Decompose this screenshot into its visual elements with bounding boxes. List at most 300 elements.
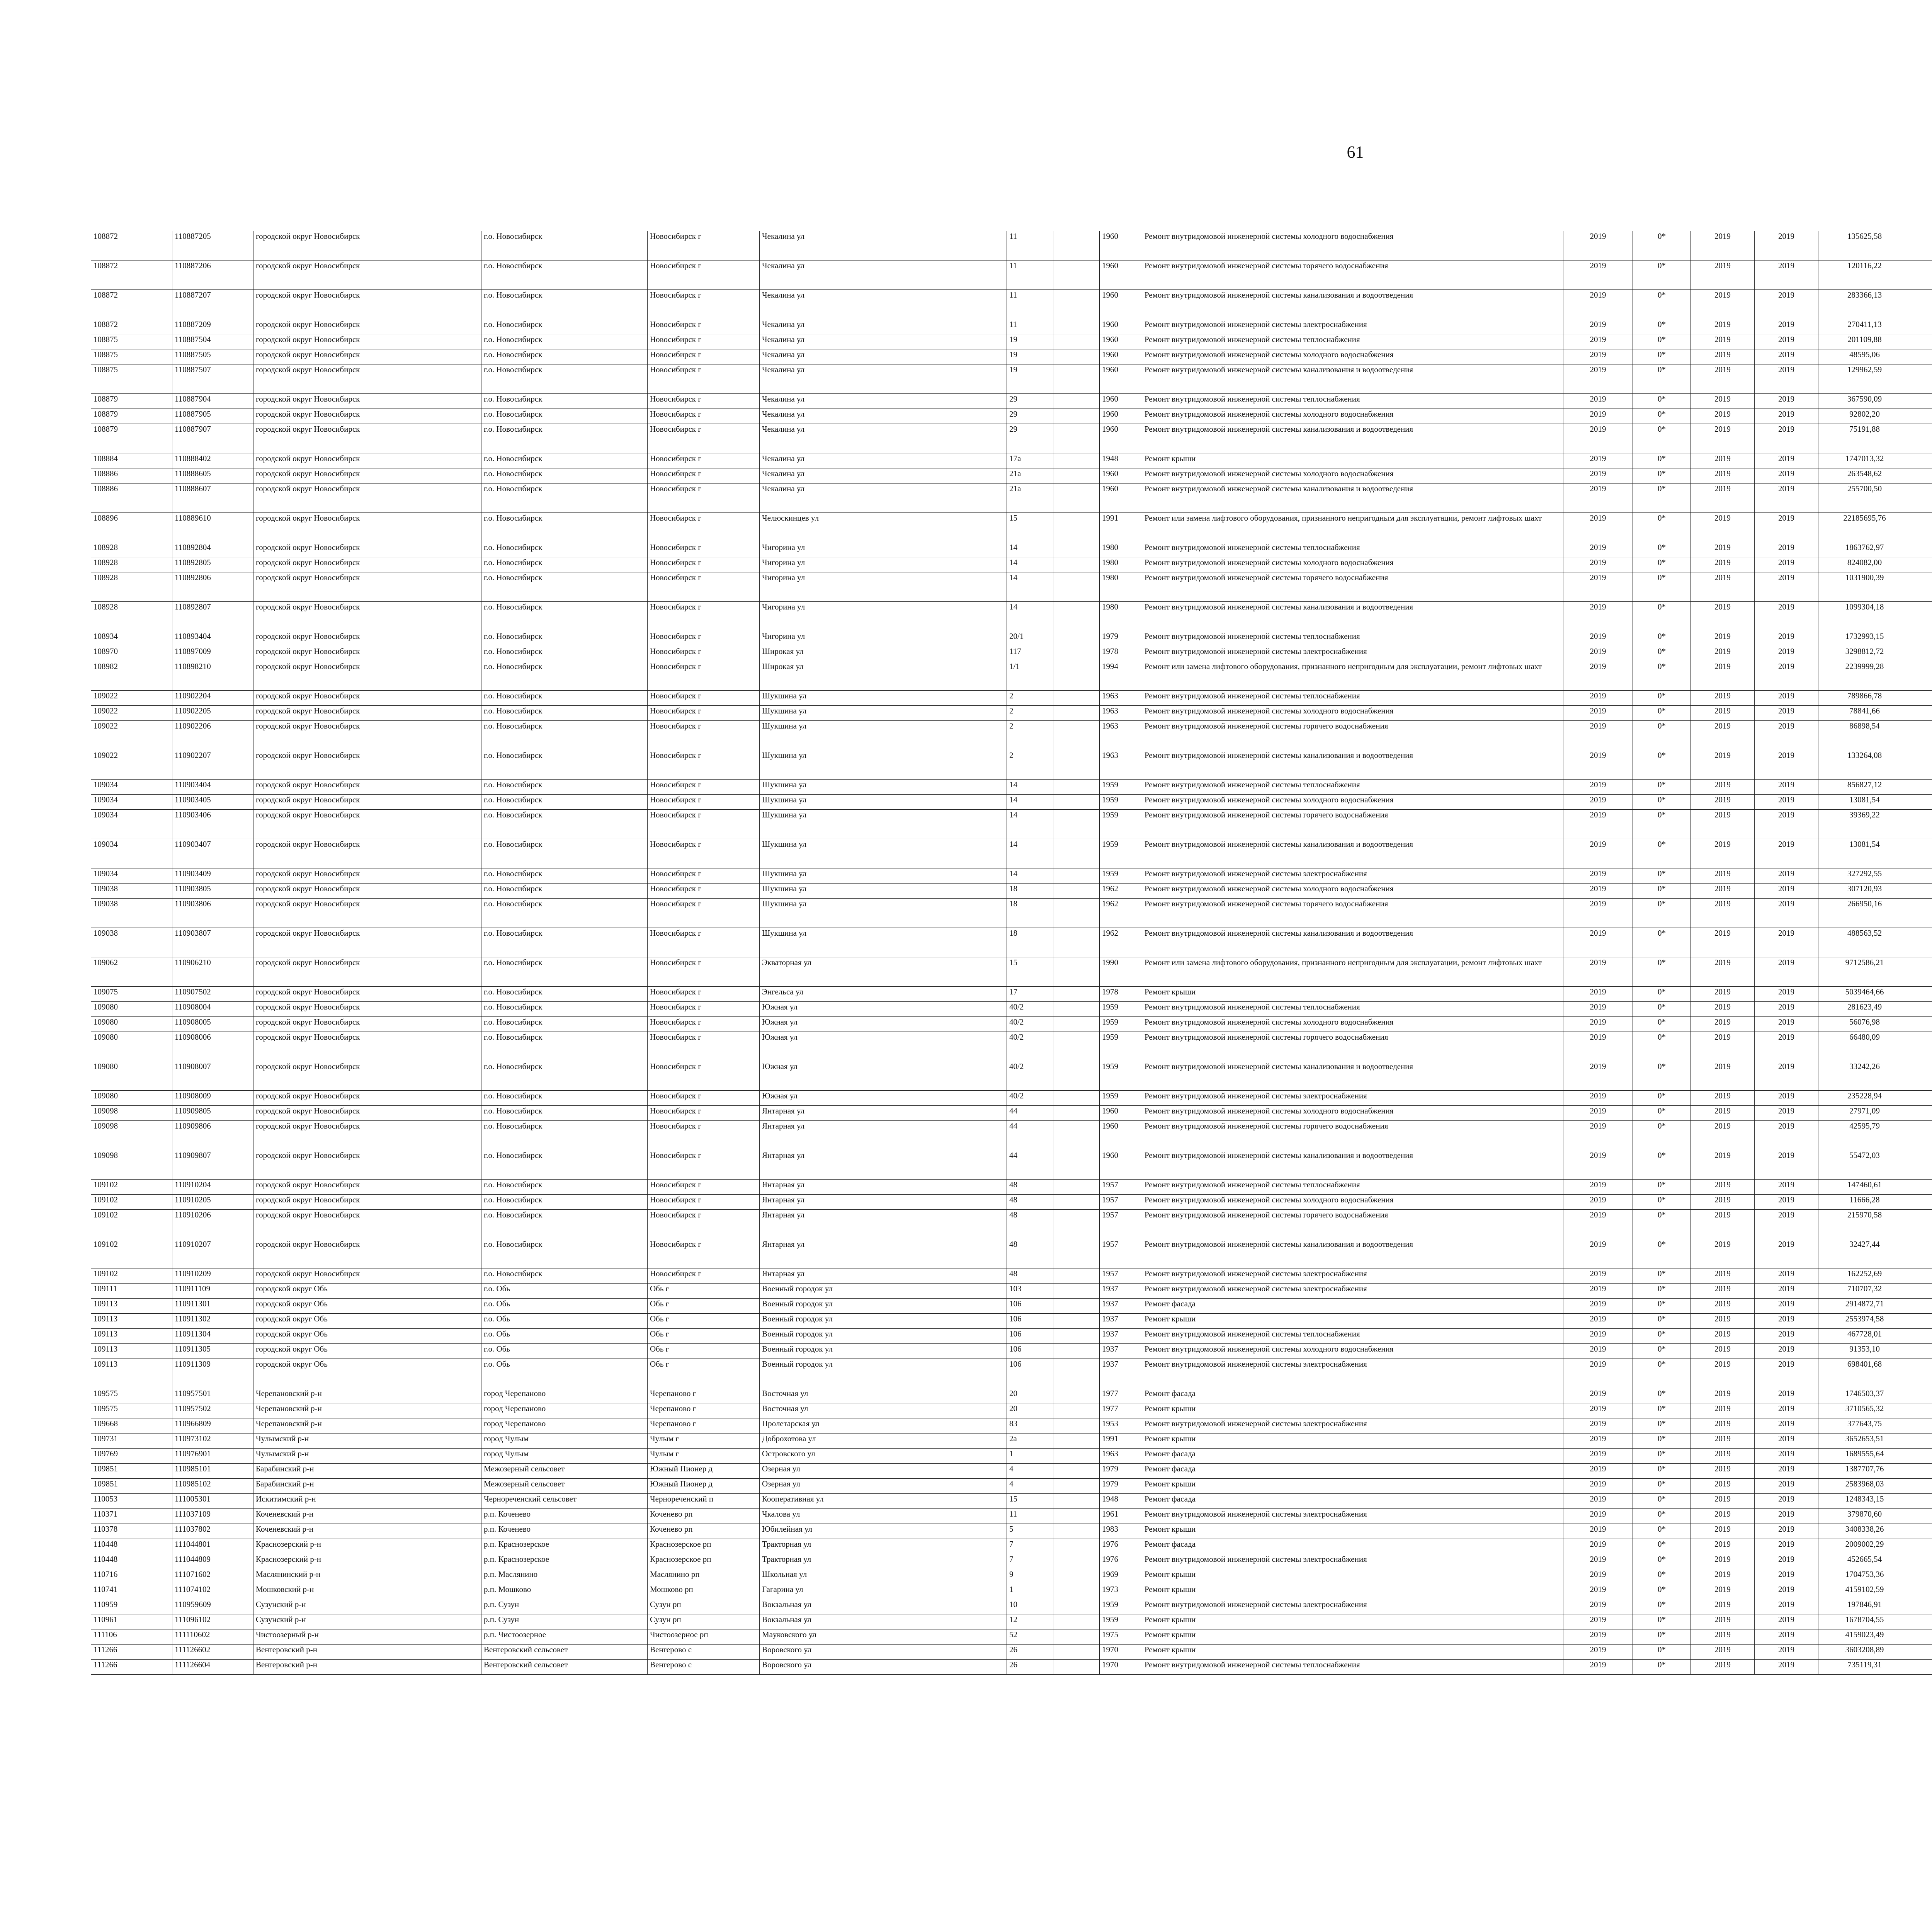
cell-year-built: 1963 bbox=[1100, 706, 1142, 721]
table-row bbox=[91, 1660, 1932, 1675]
cell-start-year: 2019 bbox=[1691, 1645, 1755, 1660]
cell-locality: Новосибирск г bbox=[648, 1121, 760, 1150]
cell-plan-year: 2019 bbox=[1563, 1403, 1633, 1418]
cell-settlement: р.п. Мошково bbox=[481, 1584, 648, 1599]
cell-settlement: Чернореченский сельсовет bbox=[481, 1494, 648, 1509]
cell-work-type: Ремонт внутридомовой инженерной системы горячего водоснабжения bbox=[1142, 721, 1563, 750]
cell-plan-year: 2019 bbox=[1563, 1554, 1633, 1569]
cell-end-year: 2019 bbox=[1755, 1629, 1818, 1645]
cell-start-year: 2019 bbox=[1691, 868, 1755, 884]
table-row bbox=[91, 260, 1932, 290]
cell-total-cost: 735119,31 bbox=[1818, 1660, 1911, 1675]
cell-work-type: Ремонт внутридомовой инженерной системы канализования и водоотведения bbox=[1142, 1150, 1563, 1180]
cell-work-type: Ремонт или замена лифтового оборудования, признанного непригодным для эксплуатации, ремонт лифтовых шахт bbox=[1142, 661, 1563, 691]
cell-municipal-district: городской округ Новосибирск bbox=[253, 780, 481, 795]
cell-locality: Новосибирск г bbox=[648, 319, 760, 334]
cell-total-cost: 197846,91 bbox=[1818, 1599, 1911, 1614]
cell-plan-year: 2019 bbox=[1563, 1329, 1633, 1344]
cell-completion-mark: 0* bbox=[1633, 987, 1691, 1002]
cell-building bbox=[1053, 1403, 1100, 1418]
cell-building bbox=[1053, 542, 1100, 557]
cell-plan-year: 2019 bbox=[1563, 1195, 1633, 1210]
cell-plan-year: 2019 bbox=[1563, 1017, 1633, 1032]
cell-house-id: 110741 bbox=[91, 1584, 172, 1599]
cell-completion-mark: 0* bbox=[1633, 1629, 1691, 1645]
cell-street: Чекалина ул bbox=[760, 231, 1007, 260]
cell-completion-mark: 0* bbox=[1633, 1314, 1691, 1329]
cell-start-year: 2019 bbox=[1691, 1314, 1755, 1329]
cell-year-built: 1948 bbox=[1100, 1494, 1142, 1509]
cell-end-year: 2019 bbox=[1755, 928, 1818, 957]
cell-start-year: 2019 bbox=[1691, 899, 1755, 928]
cell-end-year: 2019 bbox=[1755, 1614, 1818, 1629]
table-row bbox=[91, 1464, 1932, 1479]
cell-completion-mark: 0* bbox=[1633, 721, 1691, 750]
cell-end-year: 2019 bbox=[1755, 691, 1818, 706]
cell-completion-mark: 0* bbox=[1633, 810, 1691, 839]
cell-settlement: город Чулым bbox=[481, 1433, 648, 1449]
cell-settlement: Венгеровский сельсовет bbox=[481, 1660, 648, 1675]
cell-building bbox=[1053, 839, 1100, 868]
cell-plan-year: 2019 bbox=[1563, 868, 1633, 884]
cell-plan-year: 2019 bbox=[1563, 1479, 1633, 1494]
cell-total-cost: 1099304,18 bbox=[1818, 602, 1911, 631]
table-row bbox=[91, 1524, 1932, 1539]
cell-settlement: г.о. Новосибирск bbox=[481, 661, 648, 691]
cell-street: Вокзальная ул bbox=[760, 1614, 1007, 1629]
cell-year-built: 1959 bbox=[1100, 795, 1142, 810]
cell-municipal-district: Сузунский р-н bbox=[253, 1614, 481, 1629]
cell-municipal-district: городской округ Новосибирск bbox=[253, 884, 481, 899]
cell-house-id: 109098 bbox=[91, 1121, 172, 1150]
cell-house-number: 15 bbox=[1007, 513, 1053, 542]
cell-house-number: 14 bbox=[1007, 557, 1053, 572]
cell-total-cost: 1248343,15 bbox=[1818, 1494, 1911, 1509]
cell-building bbox=[1053, 364, 1100, 394]
cell-work-id: 110910207 bbox=[172, 1239, 253, 1268]
cell-year-built: 1990 bbox=[1100, 957, 1142, 987]
cell-owners-funds bbox=[1911, 1359, 1932, 1388]
cell-building bbox=[1053, 1268, 1100, 1284]
cell-owners-funds bbox=[1911, 1599, 1932, 1614]
cell-plan-year: 2019 bbox=[1563, 899, 1633, 928]
cell-year-built: 1959 bbox=[1100, 1599, 1142, 1614]
cell-start-year: 2019 bbox=[1691, 780, 1755, 795]
cell-total-cost: 281623,49 bbox=[1818, 1002, 1911, 1017]
cell-building bbox=[1053, 1299, 1100, 1314]
cell-settlement: г.о. Новосибирск bbox=[481, 868, 648, 884]
cell-street: Доброхотова ул bbox=[760, 1433, 1007, 1449]
cell-house-number: 11 bbox=[1007, 260, 1053, 290]
cell-municipal-district: городской округ Новосибирск bbox=[253, 987, 481, 1002]
cell-start-year: 2019 bbox=[1691, 557, 1755, 572]
cell-house-number: 48 bbox=[1007, 1180, 1053, 1195]
cell-work-type: Ремонт крыши bbox=[1142, 1479, 1563, 1494]
cell-work-type: Ремонт внутридомовой инженерной системы теплоснабжения bbox=[1142, 542, 1563, 557]
cell-street: Озерная ул bbox=[760, 1464, 1007, 1479]
cell-plan-year: 2019 bbox=[1563, 957, 1633, 987]
cell-house-number: 2 bbox=[1007, 750, 1053, 780]
cell-start-year: 2019 bbox=[1691, 1494, 1755, 1509]
cell-locality: Новосибирск г bbox=[648, 453, 760, 468]
table-body bbox=[91, 231, 1932, 1675]
table-row bbox=[91, 1314, 1932, 1329]
cell-street: Военный городок ул bbox=[760, 1344, 1007, 1359]
cell-work-id: 111044801 bbox=[172, 1539, 253, 1554]
cell-house-id: 109034 bbox=[91, 868, 172, 884]
cell-street: Южная ул bbox=[760, 1091, 1007, 1106]
cell-work-type: Ремонт или замена лифтового оборудования, признанного непригодным для эксплуатации, ремонт лифтовых шахт bbox=[1142, 957, 1563, 987]
cell-work-type: Ремонт внутридомовой инженерной системы электроснабжения bbox=[1142, 1509, 1563, 1524]
cell-total-cost: 135625,58 bbox=[1818, 231, 1911, 260]
cell-house-number: 40/2 bbox=[1007, 1091, 1053, 1106]
cell-house-id: 109034 bbox=[91, 780, 172, 795]
cell-street: Широкая ул bbox=[760, 661, 1007, 691]
cell-plan-year: 2019 bbox=[1563, 1284, 1633, 1299]
cell-locality: Чулым г bbox=[648, 1433, 760, 1449]
cell-year-built: 1962 bbox=[1100, 884, 1142, 899]
cell-street: Военный городок ул bbox=[760, 1329, 1007, 1344]
cell-start-year: 2019 bbox=[1691, 1195, 1755, 1210]
cell-street: Челюскинцев ул bbox=[760, 513, 1007, 542]
cell-work-id: 111037802 bbox=[172, 1524, 253, 1539]
cell-street: Воровского ул bbox=[760, 1645, 1007, 1660]
cell-owners-funds bbox=[1911, 1554, 1932, 1569]
cell-completion-mark: 0* bbox=[1633, 1403, 1691, 1418]
cell-work-type: Ремонт крыши bbox=[1142, 1403, 1563, 1418]
cell-house-number: 2 bbox=[1007, 706, 1053, 721]
cell-plan-year: 2019 bbox=[1563, 1150, 1633, 1180]
cell-house-id: 111106 bbox=[91, 1629, 172, 1645]
cell-municipal-district: городской округ Новосибирск bbox=[253, 899, 481, 928]
cell-house-number: 14 bbox=[1007, 572, 1053, 602]
cell-building bbox=[1053, 868, 1100, 884]
cell-municipal-district: городской округ Новосибирск bbox=[253, 1032, 481, 1061]
cell-owners-funds bbox=[1911, 1645, 1932, 1660]
cell-year-built: 1970 bbox=[1100, 1660, 1142, 1675]
cell-street: Широкая ул bbox=[760, 646, 1007, 661]
cell-locality: Чистоозерное рп bbox=[648, 1629, 760, 1645]
cell-start-year: 2019 bbox=[1691, 1614, 1755, 1629]
cell-municipal-district: Коченевский р-н bbox=[253, 1524, 481, 1539]
cell-year-built: 1976 bbox=[1100, 1554, 1142, 1569]
cell-building bbox=[1053, 1180, 1100, 1195]
table-row bbox=[91, 1106, 1932, 1121]
cell-building bbox=[1053, 602, 1100, 631]
cell-end-year: 2019 bbox=[1755, 364, 1818, 394]
cell-start-year: 2019 bbox=[1691, 1121, 1755, 1150]
cell-start-year: 2019 bbox=[1691, 1660, 1755, 1675]
cell-work-id: 111074102 bbox=[172, 1584, 253, 1599]
cell-house-id: 109113 bbox=[91, 1344, 172, 1359]
cell-completion-mark: 0* bbox=[1633, 1464, 1691, 1479]
cell-house-number: 14 bbox=[1007, 602, 1053, 631]
cell-work-type: Ремонт внутридомовой инженерной системы канализования и водоотведения bbox=[1142, 290, 1563, 319]
cell-year-built: 1960 bbox=[1100, 290, 1142, 319]
cell-house-id: 109080 bbox=[91, 1017, 172, 1032]
cell-work-type: Ремонт внутридомовой инженерной системы теплоснабжения bbox=[1142, 1180, 1563, 1195]
cell-house-number: 44 bbox=[1007, 1106, 1053, 1121]
cell-plan-year: 2019 bbox=[1563, 839, 1633, 868]
cell-municipal-district: Венгеровский р-н bbox=[253, 1660, 481, 1675]
table-row bbox=[91, 1433, 1932, 1449]
cell-work-id: 110909807 bbox=[172, 1150, 253, 1180]
cell-end-year: 2019 bbox=[1755, 1106, 1818, 1121]
cell-building bbox=[1053, 1032, 1100, 1061]
cell-work-type: Ремонт фасада bbox=[1142, 1449, 1563, 1464]
cell-municipal-district: городской округ Новосибирск bbox=[253, 1239, 481, 1268]
cell-work-type: Ремонт внутридомовой инженерной системы электроснабжения bbox=[1142, 1359, 1563, 1388]
cell-start-year: 2019 bbox=[1691, 542, 1755, 557]
cell-settlement: г.о. Новосибирск bbox=[481, 290, 648, 319]
cell-house-id: 108928 bbox=[91, 542, 172, 557]
cell-owners-funds bbox=[1911, 1061, 1932, 1091]
cell-total-cost: 9712586,21 bbox=[1818, 957, 1911, 987]
cell-work-id: 110892804 bbox=[172, 542, 253, 557]
cell-owners-funds bbox=[1911, 231, 1932, 260]
cell-start-year: 2019 bbox=[1691, 484, 1755, 513]
cell-work-type: Ремонт внутридомовой инженерной системы холодного водоснабжения bbox=[1142, 557, 1563, 572]
cell-owners-funds bbox=[1911, 884, 1932, 899]
table-row bbox=[91, 691, 1932, 706]
cell-house-id: 109034 bbox=[91, 839, 172, 868]
cell-settlement: г.о. Новосибирск bbox=[481, 1002, 648, 1017]
cell-owners-funds bbox=[1911, 1329, 1932, 1344]
cell-total-cost: 283366,13 bbox=[1818, 290, 1911, 319]
cell-work-type: Ремонт внутридомовой инженерной системы теплоснабжения bbox=[1142, 334, 1563, 349]
cell-locality: Новосибирск г bbox=[648, 424, 760, 453]
cell-work-type: Ремонт внутридомовой инженерной системы холодного водоснабжения bbox=[1142, 1195, 1563, 1210]
cell-house-number: 14 bbox=[1007, 839, 1053, 868]
cell-start-year: 2019 bbox=[1691, 750, 1755, 780]
cell-plan-year: 2019 bbox=[1563, 795, 1633, 810]
cell-completion-mark: 0* bbox=[1633, 334, 1691, 349]
cell-start-year: 2019 bbox=[1691, 319, 1755, 334]
cell-building bbox=[1053, 706, 1100, 721]
table-row bbox=[91, 1584, 1932, 1599]
cell-plan-year: 2019 bbox=[1563, 260, 1633, 290]
cell-work-id: 110908006 bbox=[172, 1032, 253, 1061]
cell-work-type: Ремонт внутридомовой инженерной системы холодного водоснабжения bbox=[1142, 1344, 1563, 1359]
cell-plan-year: 2019 bbox=[1563, 602, 1633, 631]
cell-building bbox=[1053, 1329, 1100, 1344]
cell-street: Чигорина ул bbox=[760, 572, 1007, 602]
cell-end-year: 2019 bbox=[1755, 1524, 1818, 1539]
cell-start-year: 2019 bbox=[1691, 1299, 1755, 1314]
cell-municipal-district: городской округ Новосибирск bbox=[253, 260, 481, 290]
cell-work-id: 110911109 bbox=[172, 1284, 253, 1299]
cell-start-year: 2019 bbox=[1691, 334, 1755, 349]
cell-locality: Черепаново г bbox=[648, 1418, 760, 1433]
cell-street: Янтарная ул bbox=[760, 1106, 1007, 1121]
cell-settlement: г.о. Новосибирск bbox=[481, 364, 648, 394]
table-row bbox=[91, 1629, 1932, 1645]
cell-end-year: 2019 bbox=[1755, 557, 1818, 572]
cell-building bbox=[1053, 899, 1100, 928]
cell-street: Восточная ул bbox=[760, 1388, 1007, 1403]
cell-completion-mark: 0* bbox=[1633, 839, 1691, 868]
cell-locality: Новосибирск г bbox=[648, 1150, 760, 1180]
cell-year-built: 1978 bbox=[1100, 987, 1142, 1002]
cell-work-id: 110888605 bbox=[172, 468, 253, 484]
cell-start-year: 2019 bbox=[1691, 987, 1755, 1002]
cell-settlement: г.о. Новосибирск bbox=[481, 334, 648, 349]
cell-total-cost: 55472,03 bbox=[1818, 1150, 1911, 1180]
cell-locality: Чернореченский п bbox=[648, 1494, 760, 1509]
cell-start-year: 2019 bbox=[1691, 1599, 1755, 1614]
cell-settlement: г.о. Новосибирск bbox=[481, 987, 648, 1002]
cell-locality: Обь г bbox=[648, 1359, 760, 1388]
cell-end-year: 2019 bbox=[1755, 1268, 1818, 1284]
cell-end-year: 2019 bbox=[1755, 646, 1818, 661]
cell-total-cost: 1689555,64 bbox=[1818, 1449, 1911, 1464]
cell-end-year: 2019 bbox=[1755, 750, 1818, 780]
cell-plan-year: 2019 bbox=[1563, 424, 1633, 453]
cell-work-type: Ремонт внутридомовой инженерной системы теплоснабжения bbox=[1142, 394, 1563, 409]
cell-locality: Новосибирск г bbox=[648, 839, 760, 868]
cell-owners-funds bbox=[1911, 1284, 1932, 1299]
cell-start-year: 2019 bbox=[1691, 1239, 1755, 1268]
cell-total-cost: 3298812,72 bbox=[1818, 646, 1911, 661]
cell-house-number: 48 bbox=[1007, 1239, 1053, 1268]
cell-work-type: Ремонт внутридомовой инженерной системы горячего водоснабжения bbox=[1142, 899, 1563, 928]
cell-completion-mark: 0* bbox=[1633, 1268, 1691, 1284]
cell-municipal-district: городской округ Новосибирск bbox=[253, 1017, 481, 1032]
cell-work-type: Ремонт внутридомовой инженерной системы канализования и водоотведения bbox=[1142, 1239, 1563, 1268]
table-row bbox=[91, 424, 1932, 453]
cell-work-id: 111071602 bbox=[172, 1569, 253, 1584]
cell-total-cost: 27971,09 bbox=[1818, 1106, 1911, 1121]
cell-street: Южная ул bbox=[760, 1061, 1007, 1091]
cell-settlement: р.п. Маслянино bbox=[481, 1569, 648, 1584]
cell-start-year: 2019 bbox=[1691, 1106, 1755, 1121]
cell-settlement: р.п. Краснозерское bbox=[481, 1554, 648, 1569]
cell-total-cost: 824082,00 bbox=[1818, 557, 1911, 572]
cell-start-year: 2019 bbox=[1691, 1554, 1755, 1569]
cell-end-year: 2019 bbox=[1755, 453, 1818, 468]
cell-locality: Новосибирск г bbox=[648, 513, 760, 542]
table-row bbox=[91, 602, 1932, 631]
cell-completion-mark: 0* bbox=[1633, 1569, 1691, 1584]
cell-plan-year: 2019 bbox=[1563, 290, 1633, 319]
cell-end-year: 2019 bbox=[1755, 868, 1818, 884]
cell-owners-funds bbox=[1911, 987, 1932, 1002]
cell-owners-funds bbox=[1911, 750, 1932, 780]
cell-locality: Черепаново г bbox=[648, 1403, 760, 1418]
cell-start-year: 2019 bbox=[1691, 1539, 1755, 1554]
cell-end-year: 2019 bbox=[1755, 1418, 1818, 1433]
cell-total-cost: 22185695,76 bbox=[1818, 513, 1911, 542]
cell-plan-year: 2019 bbox=[1563, 646, 1633, 661]
cell-settlement: г.о. Новосибирск bbox=[481, 780, 648, 795]
cell-house-id: 108886 bbox=[91, 484, 172, 513]
cell-municipal-district: городской округ Новосибирск bbox=[253, 334, 481, 349]
cell-start-year: 2019 bbox=[1691, 602, 1755, 631]
cell-municipal-district: городской округ Новосибирск bbox=[253, 1091, 481, 1106]
cell-street: Шукшина ул bbox=[760, 780, 1007, 795]
cell-locality: Новосибирск г bbox=[648, 661, 760, 691]
cell-year-built: 1969 bbox=[1100, 1569, 1142, 1584]
cell-locality: Новосибирск г bbox=[648, 1195, 760, 1210]
cell-street: Янтарная ул bbox=[760, 1195, 1007, 1210]
table-row bbox=[91, 1121, 1932, 1150]
cell-owners-funds bbox=[1911, 721, 1932, 750]
cell-locality: Новосибирск г bbox=[648, 987, 760, 1002]
cell-completion-mark: 0* bbox=[1633, 1599, 1691, 1614]
cell-start-year: 2019 bbox=[1691, 1091, 1755, 1106]
cell-start-year: 2019 bbox=[1691, 1344, 1755, 1359]
cell-building bbox=[1053, 1599, 1100, 1614]
cell-year-built: 1961 bbox=[1100, 1509, 1142, 1524]
cell-plan-year: 2019 bbox=[1563, 1091, 1633, 1106]
table-row bbox=[91, 542, 1932, 557]
cell-end-year: 2019 bbox=[1755, 1210, 1818, 1239]
cell-municipal-district: Черепановский р-н bbox=[253, 1388, 481, 1403]
cell-house-id: 109102 bbox=[91, 1180, 172, 1195]
cell-house-id: 108875 bbox=[91, 364, 172, 394]
cell-building bbox=[1053, 780, 1100, 795]
cell-completion-mark: 0* bbox=[1633, 1210, 1691, 1239]
cell-total-cost: 5039464,66 bbox=[1818, 987, 1911, 1002]
cell-house-number: 19 bbox=[1007, 349, 1053, 364]
cell-plan-year: 2019 bbox=[1563, 1299, 1633, 1314]
cell-year-built: 1959 bbox=[1100, 1614, 1142, 1629]
cell-completion-mark: 0* bbox=[1633, 409, 1691, 424]
cell-settlement: г.о. Новосибирск bbox=[481, 1195, 648, 1210]
cell-year-built: 1980 bbox=[1100, 557, 1142, 572]
cell-total-cost: 488563,52 bbox=[1818, 928, 1911, 957]
cell-owners-funds bbox=[1911, 1150, 1932, 1180]
cell-completion-mark: 0* bbox=[1633, 513, 1691, 542]
cell-municipal-district: городской округ Новосибирск bbox=[253, 721, 481, 750]
cell-settlement: р.п. Краснозерское bbox=[481, 1539, 648, 1554]
cell-work-id: 110976901 bbox=[172, 1449, 253, 1464]
cell-house-number: 20 bbox=[1007, 1403, 1053, 1418]
cell-municipal-district: городской округ Новосибирск bbox=[253, 572, 481, 602]
cell-year-built: 1948 bbox=[1100, 453, 1142, 468]
cell-settlement: г.о. Новосибирск bbox=[481, 957, 648, 987]
cell-municipal-district: городской округ Новосибирск bbox=[253, 290, 481, 319]
cell-year-built: 1959 bbox=[1100, 780, 1142, 795]
cell-municipal-district: городской округ Новосибирск bbox=[253, 602, 481, 631]
cell-owners-funds bbox=[1911, 1106, 1932, 1121]
cell-plan-year: 2019 bbox=[1563, 1268, 1633, 1284]
cell-end-year: 2019 bbox=[1755, 987, 1818, 1002]
cell-work-id: 110909806 bbox=[172, 1121, 253, 1150]
capital-repair-table-container bbox=[91, 231, 1932, 1675]
cell-house-id: 109080 bbox=[91, 1061, 172, 1091]
cell-year-built: 1979 bbox=[1100, 1479, 1142, 1494]
cell-year-built: 1937 bbox=[1100, 1299, 1142, 1314]
cell-total-cost: 75191,88 bbox=[1818, 424, 1911, 453]
cell-work-id: 110888402 bbox=[172, 453, 253, 468]
cell-house-id: 108875 bbox=[91, 334, 172, 349]
cell-settlement: г.о. Новосибирск bbox=[481, 691, 648, 706]
table-row bbox=[91, 750, 1932, 780]
cell-building bbox=[1053, 260, 1100, 290]
cell-house-id: 108886 bbox=[91, 468, 172, 484]
cell-municipal-district: Краснозерский р-н bbox=[253, 1539, 481, 1554]
cell-start-year: 2019 bbox=[1691, 1433, 1755, 1449]
cell-year-built: 1994 bbox=[1100, 661, 1142, 691]
cell-work-type: Ремонт крыши bbox=[1142, 1433, 1563, 1449]
cell-municipal-district: городской округ Новосибирск bbox=[253, 1180, 481, 1195]
cell-house-id: 109075 bbox=[91, 987, 172, 1002]
cell-street: Тракторная ул bbox=[760, 1554, 1007, 1569]
cell-total-cost: 270411,13 bbox=[1818, 319, 1911, 334]
cell-work-type: Ремонт внутридомовой инженерной системы электроснабжения bbox=[1142, 868, 1563, 884]
cell-total-cost: 91353,10 bbox=[1818, 1344, 1911, 1359]
